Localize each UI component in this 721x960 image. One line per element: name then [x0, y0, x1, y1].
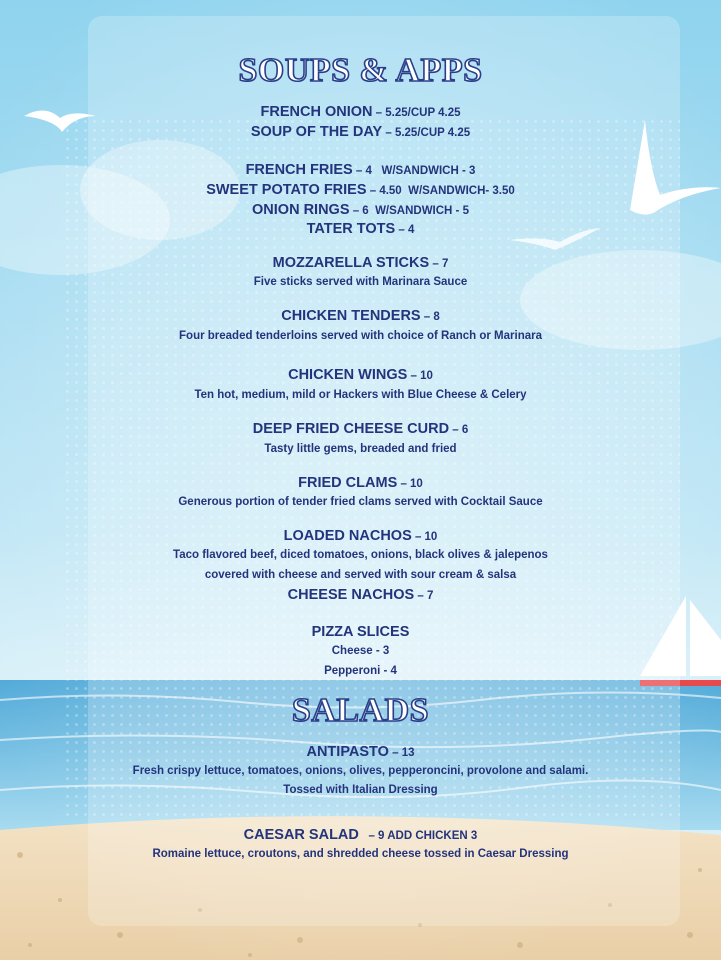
menu-item-antipasto: [0, 743, 721, 761]
item-price: – 7: [429, 258, 449, 270]
item-price: – 4 W/SANDWICH - 3: [352, 165, 476, 177]
item-name: SWEET POTATO FRIES: [206, 182, 367, 198]
item-price: – 10: [407, 370, 433, 382]
item-name: SOUP OF THE DAY: [250, 124, 383, 140]
menu-item-french-fries: [0, 161, 721, 179]
item-name: FRENCH FRIES: [245, 162, 353, 178]
item-price: – 13: [388, 747, 415, 759]
item-price: – 4: [395, 224, 415, 236]
section-heading-soups-apps: SOUPS & APPS: [238, 52, 483, 89]
item-price: – 6: [449, 424, 469, 436]
item-name: MOZZARELLA STICKS: [272, 255, 430, 271]
item-description: Four breaded tenderloins served with choice of Ranch or Marinara: [179, 330, 542, 342]
item-name: CHICKEN TENDERS: [281, 308, 421, 324]
item-name: ANTIPASTO: [306, 744, 389, 760]
item-price: – 10: [397, 478, 423, 490]
item-name: ONION RINGS: [252, 202, 350, 218]
item-name: CHICKEN WINGS: [288, 367, 408, 383]
menu-item-cheese-curd: [0, 420, 721, 438]
item-price: – 8: [420, 311, 440, 323]
item-name: TATER TOTS: [306, 221, 396, 237]
item-description: Fresh crispy lettuce, tomatoes, onions, olives, pepperoncini, provolone and salami.: [132, 765, 589, 777]
item-description: Five sticks served with Marinara Sauce: [253, 276, 468, 288]
item-name: FRENCH ONION: [260, 104, 373, 120]
item-name: PIZZA SLICES: [311, 624, 410, 640]
item-description: Generous portion of tender fried clams served with Cocktail Sauce: [178, 496, 543, 508]
item-price: – 7: [414, 590, 434, 602]
menu-item-sweet-potato-fries: [0, 181, 721, 199]
menu-item-caesar-salad: [0, 826, 721, 844]
item-price: – 4.50 W/SANDWICH- 3.50: [366, 185, 515, 197]
item-name: CAESAR SALAD: [243, 827, 359, 843]
item-name: LOADED NACHOS: [283, 528, 412, 544]
item-price: – 9 ADD CHICKEN 3: [358, 830, 478, 842]
menu-item-chicken-wings: [0, 366, 721, 384]
menu-item-cheese-nachos: [0, 586, 721, 604]
item-description: covered with cheese and served with sour cream & salsa: [204, 569, 517, 581]
section-heading-salads: SALADS: [291, 692, 430, 729]
item-description: Taco flavored beef, diced tomatoes, onions, black olives & jalepenos: [173, 549, 548, 561]
item-name: DEEP FRIED CHEESE CURD: [252, 421, 450, 437]
item-description: Romaine lettuce, croutons, and shredded cheese tossed in Caesar Dressing: [152, 848, 569, 860]
menu-item-pizza-slices: [0, 623, 721, 641]
menu-item-fried-clams: [0, 474, 721, 492]
menu-item-tater-tots: [0, 220, 721, 238]
menu-item-soup-of-the-day: [0, 123, 721, 141]
item-option: Cheese - 3: [331, 645, 390, 657]
menu-item-mozzarella-sticks: [0, 254, 721, 272]
item-description: Tasty little gems, breaded and fried: [264, 443, 457, 455]
item-name: CHEESE NACHOS: [287, 587, 415, 603]
item-description: Ten hot, medium, mild or Hackers with Blue Cheese & Celery: [194, 389, 527, 401]
menu-item-french-onion: [0, 103, 721, 121]
menu-item-loaded-nachos: [0, 527, 721, 545]
item-price: – 5.25/CUP 4.25: [382, 127, 471, 139]
item-price: – 6 W/SANDWICH - 5: [349, 205, 469, 217]
item-price: – 5.25/CUP 4.25: [372, 107, 461, 119]
item-price: – 10: [411, 531, 438, 543]
menu-item-onion-rings: [0, 201, 721, 219]
menu-item-chicken-tenders: [0, 307, 721, 325]
item-description: Tossed with Italian Dressing: [283, 784, 438, 796]
item-name: FRIED CLAMS: [298, 475, 398, 491]
item-option: Pepperoni - 4: [324, 665, 397, 677]
